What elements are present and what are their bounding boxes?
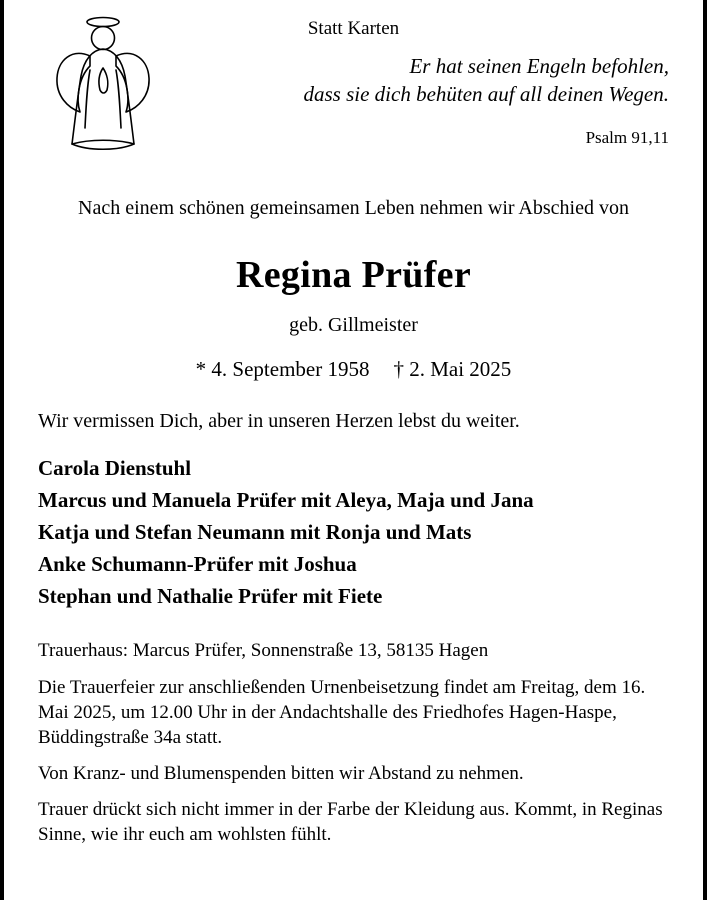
verse-line-2: dass sie dich behüten auf all deinen Wegen. — [303, 82, 669, 107]
deceased-name: Regina Prüfer — [236, 254, 471, 296]
life-dates — [38, 357, 669, 382]
verse-text — [229, 52, 669, 109]
intro-text: Nach einem schönen gemeinsamen Leben nehmen wir Abschied von — [78, 197, 629, 219]
family-member: Stephan und Nathalie Prüfer mit Fiete — [38, 583, 383, 608]
notice-inner — [4, 0, 703, 900]
no-flowers-note: Von Kranz- und Blumenspenden bitten wir Abstand zu nehmen. — [38, 762, 524, 784]
statt-karten-label: Statt Karten — [307, 18, 400, 39]
family-member: Katja und Stefan Neumann mit Ronja und Mats — [38, 519, 472, 544]
verse-line-1: Er hat seinen Engeln befohlen, — [409, 54, 669, 78]
dress-code-note: Trauer drückt sich nicht immer in der Farbe der Kleidung aus. Kommt, in Reginas Sinne, wie ihr euch am wohlsten fühlt. — [38, 798, 663, 845]
memorial-line: Wir vermissen Dich, aber in unseren Herzen lebst du weiter. — [38, 410, 520, 432]
family-member: Anke Schumann-Prüfer mit Joshua — [38, 551, 357, 576]
death-date: † 2. Mai 2025 — [393, 357, 512, 381]
verse-source: Psalm 91,11 — [585, 128, 669, 147]
family-member: Carola Dienstuhl — [38, 456, 192, 480]
family-list — [38, 453, 669, 613]
maiden-name: geb. Gillmeister — [289, 314, 418, 336]
mourning-house-address: Trauerhaus: Marcus Prüfer, Sonnenstraße 13, 58135 Hagen — [38, 639, 489, 661]
birth-date: * 4. September 1958 — [195, 357, 370, 381]
family-member: Marcus und Manuela Prüfer mit Aleya, Maja und Jana — [38, 487, 534, 512]
ceremony-details: Die Trauerfeier zur anschließenden Urnenbeisetzung findet am Freitag, dem 16. Mai 2025, um 12.00 Uhr in der Andachtshalle des Friedhofes Hagen-Haspe, Büddingstraße 34a statt. — [38, 676, 646, 748]
notice-header — [38, 0, 669, 175]
